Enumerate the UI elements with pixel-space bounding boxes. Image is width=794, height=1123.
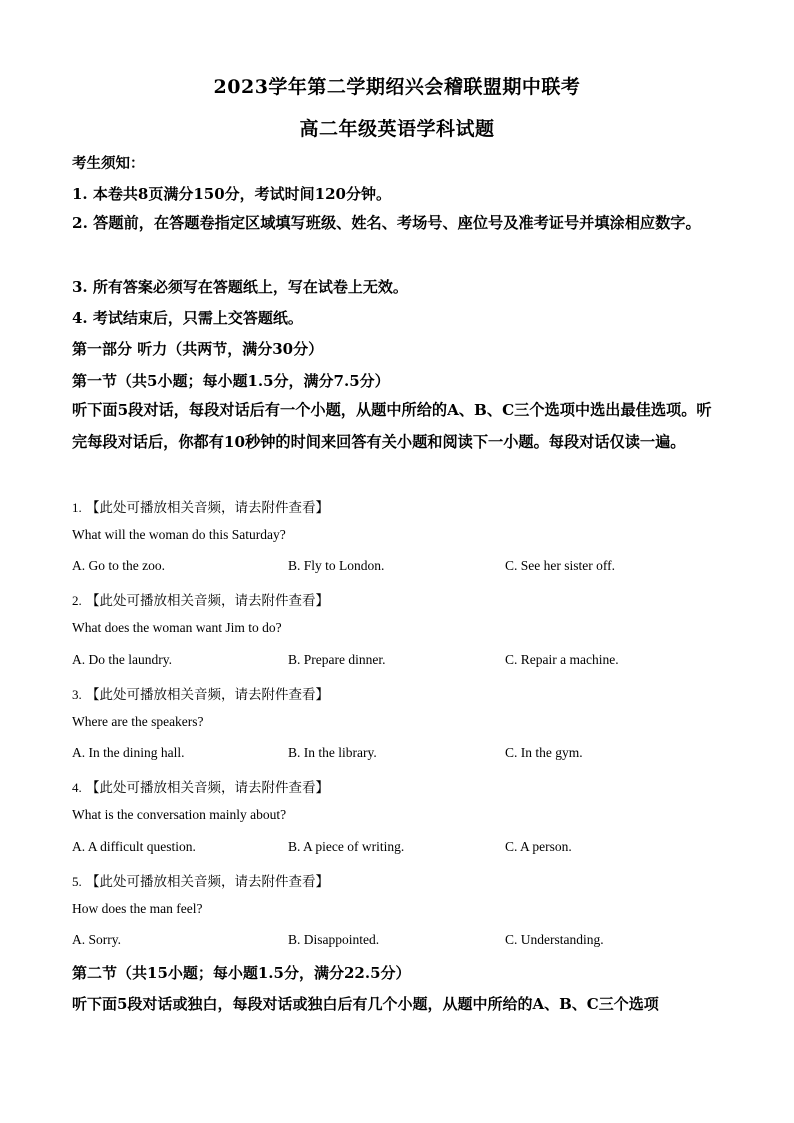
question-number: 5. <box>72 874 82 889</box>
question-5-option-b: B. Disappointed. <box>288 932 380 947</box>
question-4-text: What is the conversation mainly about? <box>72 807 287 822</box>
question-2-option-c: C. Repair a machine. <box>505 652 619 667</box>
question-5-option-a: A. Sorry. <box>72 932 121 947</box>
question-3-text: Where are the speakers? <box>72 714 204 729</box>
section1-instructions: 听下面5段对话，每段对话后有一个小题，从题中所给的A、B、C三个选项中选出最佳选项。听完每段对话后，你都有10秒钟的时间来回答有关小题和阅读下一小题。每段对话仅读一遍。 <box>72 401 712 451</box>
section2-heading: 第二节（共15小题；每小题1.5分，满分22.5分） <box>72 964 411 982</box>
question-number: 2. <box>72 593 82 608</box>
notice-item-1: 1. 本卷共8页满分150分，考试时间120分钟。 <box>72 185 391 203</box>
question-4-option-b: B. A piece of writing. <box>288 839 405 854</box>
section1-heading: 第一节（共5小题；每小题1.5分，满分7.5分） <box>72 372 390 390</box>
question-1-option-b: B. Fly to London. <box>288 558 385 573</box>
part1-heading: 第一部分 听力（共两节，满分30分） <box>72 340 324 358</box>
audio-note: 【此处可播放相关音频，请去附件查看】 <box>86 780 330 796</box>
question-1-audio <box>72 496 329 516</box>
question-4-option-c: C. A person. <box>505 839 572 854</box>
question-1-option-c: C. See her sister off. <box>505 558 615 573</box>
question-2-option-b: B. Prepare dinner. <box>288 652 386 667</box>
question-1-option-a: A. Go to the zoo. <box>72 558 165 573</box>
notice-item-2: 2. 答题前，在答题卷指定区域填写班级、姓名、考场号、座位号及准考证号并填涂相应数字。 <box>72 214 701 232</box>
audio-note: 【此处可播放相关音频，请去附件查看】 <box>86 687 330 703</box>
audio-note: 【此处可播放相关音频，请去附件查看】 <box>86 874 330 890</box>
exam-title: 2023学年第二学期绍兴会稽联盟期中联考 <box>213 76 581 98</box>
question-2-text: What does the woman want Jim to do? <box>72 620 282 635</box>
question-5-text: How does the man feel? <box>72 901 203 916</box>
notice-item-3: 3. 所有答案必须写在答题纸上，写在试卷上无效。 <box>72 278 408 296</box>
question-1-text: What will the woman do this Saturday? <box>72 527 286 542</box>
question-number: 4. <box>72 780 82 795</box>
question-number: 3. <box>72 687 82 702</box>
question-number: 1. <box>72 500 82 515</box>
section2-instructions: 听下面5段对话或独白，每段对话或独白后有几个小题，从题中所给的A、B、C三个选项 <box>72 995 659 1013</box>
question-5-option-c: C. Understanding. <box>505 932 604 947</box>
notice-heading: 考生须知： <box>72 155 145 172</box>
question-3-option-a: A. In the dining hall. <box>72 745 185 760</box>
notice-item-4: 4. 考试结束后，只需上交答题纸。 <box>72 309 303 327</box>
question-5-audio <box>72 870 329 890</box>
question-2-option-a: A. Do the laundry. <box>72 652 172 667</box>
question-4-audio <box>72 776 329 796</box>
question-3-audio <box>72 683 329 703</box>
question-3-option-c: C. In the gym. <box>505 745 583 760</box>
question-2-audio <box>72 589 329 609</box>
audio-note: 【此处可播放相关音频，请去附件查看】 <box>86 593 330 609</box>
audio-note: 【此处可播放相关音频，请去附件查看】 <box>86 500 330 516</box>
question-4-option-a: A. A difficult question. <box>72 839 196 854</box>
question-3-option-b: B. In the library. <box>288 745 377 760</box>
exam-subtitle: 高二年级英语学科试题 <box>299 118 495 140</box>
